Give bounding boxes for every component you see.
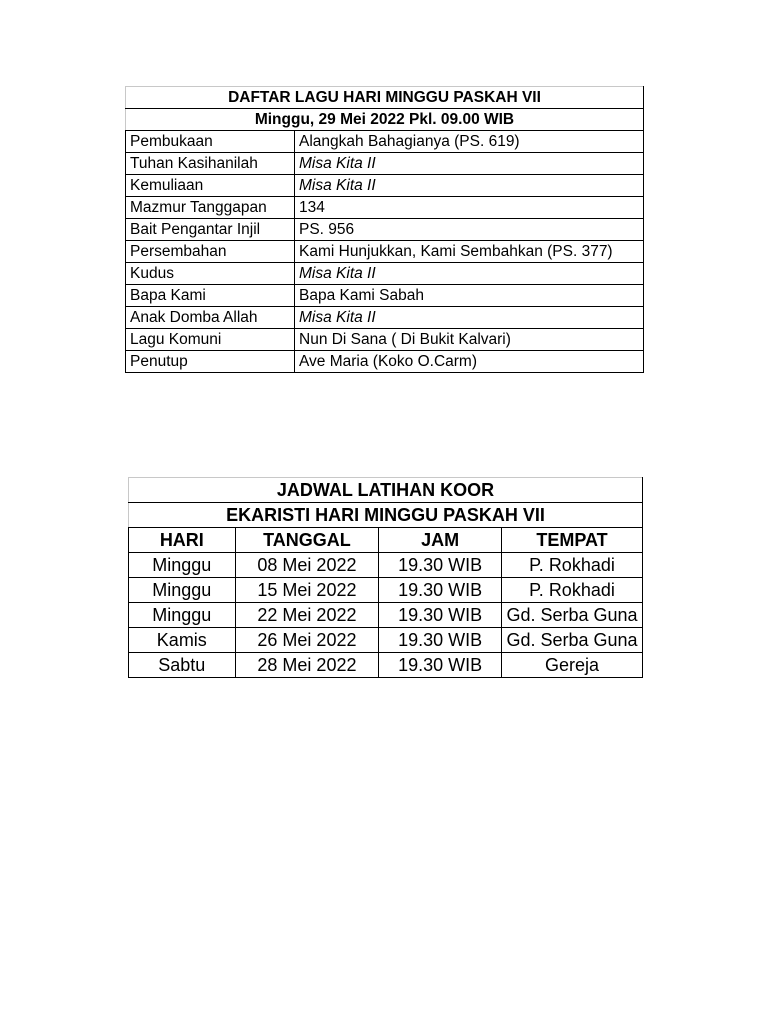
column-header-hari: HARI bbox=[129, 528, 236, 553]
song-title: Alangkah Bahagianya (PS. 619) bbox=[295, 131, 644, 153]
song-list-subtitle: Minggu, 29 Mei 2022 Pkl. 09.00 WIB bbox=[126, 109, 644, 131]
liturgy-part: Persembahan bbox=[126, 241, 295, 263]
song-title: Misa Kita II bbox=[295, 263, 644, 285]
table-row bbox=[129, 653, 643, 678]
schedule-day: Sabtu bbox=[129, 653, 236, 678]
liturgy-part: Kudus bbox=[126, 263, 295, 285]
table-row bbox=[126, 197, 644, 219]
liturgy-part: Anak Domba Allah bbox=[126, 307, 295, 329]
song-title: Nun Di Sana ( Di Bukit Kalvari) bbox=[295, 329, 644, 351]
song-title: Misa Kita II bbox=[295, 307, 644, 329]
schedule-day: Kamis bbox=[129, 628, 236, 653]
table-row bbox=[126, 241, 644, 263]
schedule-title-row bbox=[129, 478, 643, 503]
schedule-time: 19.30 WIB bbox=[379, 578, 502, 603]
song-list-title: DAFTAR LAGU HARI MINGGU PASKAH VII bbox=[126, 87, 644, 109]
liturgy-part: Bapa Kami bbox=[126, 285, 295, 307]
song-list-table bbox=[125, 86, 644, 373]
choir-schedule-body bbox=[129, 478, 643, 678]
table-row bbox=[126, 131, 644, 153]
song-title: Misa Kita II bbox=[295, 153, 644, 175]
schedule-place: P. Rokhadi bbox=[502, 578, 643, 603]
liturgy-part: Kemuliaan bbox=[126, 175, 295, 197]
table-row bbox=[129, 603, 643, 628]
table-row bbox=[126, 329, 644, 351]
song-title: Misa Kita II bbox=[295, 175, 644, 197]
schedule-date: 22 Mei 2022 bbox=[235, 603, 379, 628]
table-row bbox=[126, 263, 644, 285]
schedule-time: 19.30 WIB bbox=[379, 553, 502, 578]
table-row bbox=[126, 351, 644, 373]
liturgy-part: Lagu Komuni bbox=[126, 329, 295, 351]
table-row bbox=[126, 307, 644, 329]
schedule-day: Minggu bbox=[129, 578, 236, 603]
liturgy-part: Mazmur Tanggapan bbox=[126, 197, 295, 219]
table-row bbox=[126, 153, 644, 175]
table-row bbox=[126, 219, 644, 241]
song-title: 134 bbox=[295, 197, 644, 219]
song-title: Bapa Kami Sabah bbox=[295, 285, 644, 307]
column-header-jam: JAM bbox=[379, 528, 502, 553]
schedule-header-row bbox=[129, 528, 643, 553]
schedule-day: Minggu bbox=[129, 553, 236, 578]
liturgy-part: Bait Pengantar Injil bbox=[126, 219, 295, 241]
table-row bbox=[129, 578, 643, 603]
schedule-subtitle: EKARISTI HARI MINGGU PASKAH VII bbox=[129, 503, 643, 528]
liturgy-part: Pembukaan bbox=[126, 131, 295, 153]
column-header-tanggal: TANGGAL bbox=[235, 528, 379, 553]
song-title: Ave Maria (Koko O.Carm) bbox=[295, 351, 644, 373]
schedule-day: Minggu bbox=[129, 603, 236, 628]
schedule-time: 19.30 WIB bbox=[379, 653, 502, 678]
schedule-date: 08 Mei 2022 bbox=[235, 553, 379, 578]
schedule-place: P. Rokhadi bbox=[502, 553, 643, 578]
schedule-date: 26 Mei 2022 bbox=[235, 628, 379, 653]
liturgy-part: Tuhan Kasihanilah bbox=[126, 153, 295, 175]
column-header-tempat: TEMPAT bbox=[502, 528, 643, 553]
liturgy-part: Penutup bbox=[126, 351, 295, 373]
song-list-title-row bbox=[126, 87, 644, 109]
schedule-title: JADWAL LATIHAN KOOR bbox=[129, 478, 643, 503]
schedule-date: 15 Mei 2022 bbox=[235, 578, 379, 603]
song-list-body bbox=[126, 87, 644, 373]
schedule-place: Gd. Serba Guna bbox=[502, 628, 643, 653]
table-row bbox=[129, 553, 643, 578]
schedule-time: 19.30 WIB bbox=[379, 603, 502, 628]
table-row bbox=[126, 175, 644, 197]
table-row bbox=[126, 285, 644, 307]
song-title: PS. 956 bbox=[295, 219, 644, 241]
song-list-subtitle-row bbox=[126, 109, 644, 131]
schedule-date: 28 Mei 2022 bbox=[235, 653, 379, 678]
song-title: Kami Hunjukkan, Kami Sembahkan (PS. 377) bbox=[295, 241, 644, 263]
schedule-place: Gereja bbox=[502, 653, 643, 678]
schedule-time: 19.30 WIB bbox=[379, 628, 502, 653]
schedule-subtitle-row bbox=[129, 503, 643, 528]
table-row bbox=[129, 628, 643, 653]
choir-schedule-table bbox=[128, 477, 643, 678]
schedule-place: Gd. Serba Guna bbox=[502, 603, 643, 628]
